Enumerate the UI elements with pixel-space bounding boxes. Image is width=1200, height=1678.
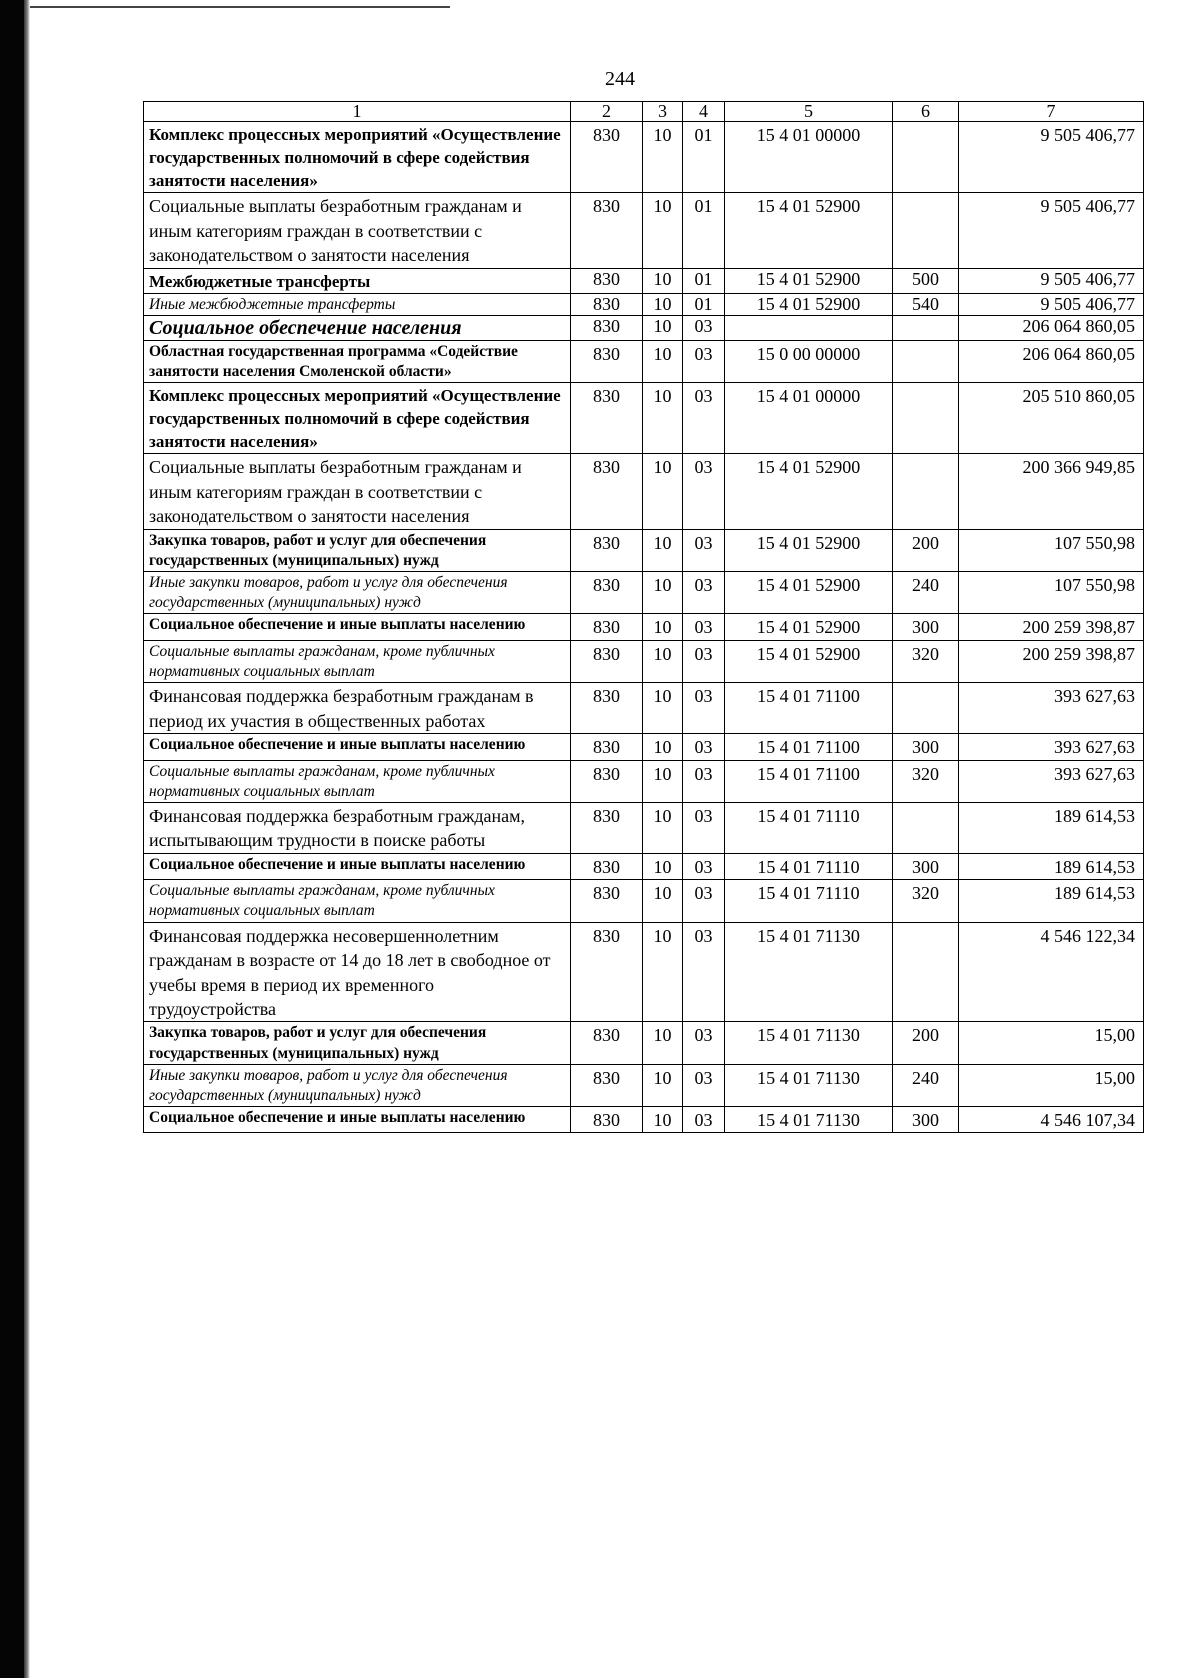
row-target-article: 15 4 01 71100 <box>725 760 893 802</box>
header-col-5: 5 <box>725 102 893 122</box>
row-section-code: 10 <box>643 383 683 454</box>
row-subsection-code: 03 <box>683 614 725 640</box>
row-ministry-code: 830 <box>571 683 643 734</box>
row-name: Закупка товаров, работ и услуг для обеспечения государственных (муниципальных) нужд <box>144 529 571 571</box>
header-col-4: 4 <box>683 102 725 122</box>
row-subsection-code: 03 <box>683 383 725 454</box>
row-amount: 15,00 <box>959 1022 1144 1064</box>
row-expense-type: 300 <box>893 1107 959 1133</box>
row-section-code: 10 <box>643 529 683 571</box>
row-target-article: 15 4 01 71110 <box>725 880 893 922</box>
row-name: Социальные выплаты гражданам, кроме публичных нормативных социальных выплат <box>144 760 571 802</box>
row-subsection-code: 03 <box>683 802 725 853</box>
row-target-article: 15 4 01 71130 <box>725 1022 893 1064</box>
row-name: Областная государственная программа «Содействие занятости населения Смоленской области» <box>144 340 571 382</box>
row-subsection-code: 03 <box>683 340 725 382</box>
row-ministry-code: 830 <box>571 193 643 268</box>
row-target-article: 15 4 01 71130 <box>725 1107 893 1133</box>
row-section-code: 10 <box>643 1064 683 1106</box>
row-section-code: 10 <box>643 315 683 340</box>
row-ministry-code: 830 <box>571 268 643 293</box>
row-amount: 107 550,98 <box>959 529 1144 571</box>
table-row <box>144 922 1144 1022</box>
row-amount: 200 259 398,87 <box>959 640 1144 682</box>
row-name: Социальное обеспечение населения <box>144 315 571 340</box>
row-expense-type: 200 <box>893 1022 959 1064</box>
row-section-code: 10 <box>643 268 683 293</box>
row-expense-type: 300 <box>893 853 959 879</box>
row-name: Финансовая поддержка безработным гражданам, испытывающим трудности в поиске работы <box>144 802 571 853</box>
budget-table <box>143 101 1144 1133</box>
row-section-code: 10 <box>643 121 683 192</box>
row-amount: 205 510 860,05 <box>959 383 1144 454</box>
row-target-article: 15 4 01 71100 <box>725 683 893 734</box>
table-header-row <box>144 102 1144 122</box>
row-ministry-code: 830 <box>571 1022 643 1064</box>
row-amount: 9 505 406,77 <box>959 193 1144 268</box>
table-row <box>144 268 1144 293</box>
row-amount: 200 259 398,87 <box>959 614 1144 640</box>
row-amount: 15,00 <box>959 1064 1144 1106</box>
row-name: Социальное обеспечение и иные выплаты населению <box>144 1107 571 1133</box>
row-target-article: 15 4 01 00000 <box>725 121 893 192</box>
table-row <box>144 734 1144 760</box>
row-ministry-code: 830 <box>571 1064 643 1106</box>
row-ministry-code: 830 <box>571 454 643 529</box>
row-name: Комплекс процессных мероприятий «Осуществление государственных полномочий в сфере содействия занятости населения» <box>144 383 571 454</box>
row-section-code: 10 <box>643 293 683 315</box>
row-subsection-code: 03 <box>683 1107 725 1133</box>
row-expense-type: 240 <box>893 572 959 614</box>
row-ministry-code: 830 <box>571 572 643 614</box>
row-name: Социальное обеспечение и иные выплаты населению <box>144 734 571 760</box>
row-amount: 4 546 107,34 <box>959 1107 1144 1133</box>
row-name: Межбюджетные трансферты <box>144 268 571 293</box>
row-name: Иные межбюджетные трансферты <box>144 293 571 315</box>
table-row <box>144 315 1144 340</box>
row-target-article: 15 4 01 71130 <box>725 922 893 1022</box>
row-expense-type <box>893 383 959 454</box>
row-subsection-code: 01 <box>683 193 725 268</box>
table-row <box>144 1064 1144 1106</box>
row-section-code: 10 <box>643 734 683 760</box>
row-expense-type <box>893 340 959 382</box>
row-expense-type: 240 <box>893 1064 959 1106</box>
row-expense-type <box>893 683 959 734</box>
table-row <box>144 640 1144 682</box>
row-section-code: 10 <box>643 340 683 382</box>
row-target-article: 15 4 01 52900 <box>725 268 893 293</box>
row-section-code: 10 <box>643 614 683 640</box>
row-ministry-code: 830 <box>571 802 643 853</box>
row-ministry-code: 830 <box>571 922 643 1022</box>
row-target-article: 15 4 01 71130 <box>725 1064 893 1106</box>
page-number: 244 <box>605 68 635 90</box>
row-amount: 206 064 860,05 <box>959 315 1144 340</box>
row-amount: 107 550,98 <box>959 572 1144 614</box>
row-amount: 189 614,53 <box>959 802 1144 853</box>
row-target-article: 15 4 01 52900 <box>725 640 893 682</box>
row-target-article: 15 4 01 71100 <box>725 734 893 760</box>
row-amount: 9 505 406,77 <box>959 293 1144 315</box>
row-section-code: 10 <box>643 760 683 802</box>
row-expense-type <box>893 922 959 1022</box>
row-expense-type: 320 <box>893 760 959 802</box>
row-section-code: 10 <box>643 880 683 922</box>
row-amount: 393 627,63 <box>959 683 1144 734</box>
table-row <box>144 121 1144 192</box>
row-ministry-code: 830 <box>571 640 643 682</box>
row-expense-type: 500 <box>893 268 959 293</box>
row-section-code: 10 <box>643 572 683 614</box>
row-expense-type <box>893 802 959 853</box>
row-section-code: 10 <box>643 853 683 879</box>
row-expense-type: 300 <box>893 614 959 640</box>
table-row <box>144 454 1144 529</box>
row-section-code: 10 <box>643 1107 683 1133</box>
row-expense-type: 540 <box>893 293 959 315</box>
row-expense-type: 320 <box>893 880 959 922</box>
table-row <box>144 683 1144 734</box>
table-row <box>144 853 1144 879</box>
row-subsection-code: 03 <box>683 853 725 879</box>
row-amount: 393 627,63 <box>959 760 1144 802</box>
header-col-1: 1 <box>144 102 571 122</box>
table-row <box>144 340 1144 382</box>
row-name: Социальные выплаты безработным гражданам и иным категориям граждан в соответствии с законодательством о занятости населения <box>144 193 571 268</box>
row-subsection-code: 03 <box>683 922 725 1022</box>
row-amount: 9 505 406,77 <box>959 268 1144 293</box>
scan-top-edge <box>30 6 450 8</box>
row-ministry-code: 830 <box>571 293 643 315</box>
row-name: Финансовая поддержка безработным гражданам в период их участия в общественных работах <box>144 683 571 734</box>
row-amount: 9 505 406,77 <box>959 121 1144 192</box>
row-section-code: 10 <box>643 922 683 1022</box>
row-subsection-code: 03 <box>683 734 725 760</box>
row-ministry-code: 830 <box>571 1107 643 1133</box>
table-row <box>144 293 1144 315</box>
row-name: Социальные выплаты безработным гражданам и иным категориям граждан в соответствии с законодательством о занятости населения <box>144 454 571 529</box>
row-expense-type <box>893 315 959 340</box>
row-ministry-code: 830 <box>571 121 643 192</box>
row-subsection-code: 03 <box>683 454 725 529</box>
row-target-article: 15 4 01 52900 <box>725 572 893 614</box>
table-row <box>144 383 1144 454</box>
row-ministry-code: 830 <box>571 880 643 922</box>
row-section-code: 10 <box>643 193 683 268</box>
row-section-code: 10 <box>643 454 683 529</box>
row-subsection-code: 03 <box>683 760 725 802</box>
table-row <box>144 529 1144 571</box>
row-section-code: 10 <box>643 683 683 734</box>
row-target-article: 15 4 01 52900 <box>725 614 893 640</box>
row-ministry-code: 830 <box>571 760 643 802</box>
header-col-3: 3 <box>643 102 683 122</box>
table-row <box>144 572 1144 614</box>
row-name: Закупка товаров, работ и услуг для обеспечения государственных (муниципальных) нужд <box>144 1022 571 1064</box>
row-target-article: 15 4 01 71110 <box>725 802 893 853</box>
row-expense-type <box>893 454 959 529</box>
row-amount: 4 546 122,34 <box>959 922 1144 1022</box>
row-amount: 393 627,63 <box>959 734 1144 760</box>
row-subsection-code: 03 <box>683 640 725 682</box>
row-name: Иные закупки товаров, работ и услуг для обеспечения государственных (муниципальных) нужд <box>144 572 571 614</box>
table-row <box>144 614 1144 640</box>
row-target-article: 15 4 01 52900 <box>725 293 893 315</box>
row-target-article <box>725 315 893 340</box>
row-subsection-code: 03 <box>683 683 725 734</box>
row-amount: 206 064 860,05 <box>959 340 1144 382</box>
row-expense-type <box>893 121 959 192</box>
header-col-7: 7 <box>959 102 1144 122</box>
scan-left-edge <box>0 0 24 1678</box>
row-ministry-code: 830 <box>571 340 643 382</box>
row-section-code: 10 <box>643 1022 683 1064</box>
row-expense-type: 320 <box>893 640 959 682</box>
row-expense-type <box>893 193 959 268</box>
row-ministry-code: 830 <box>571 734 643 760</box>
row-name: Социальные выплаты гражданам, кроме публичных нормативных социальных выплат <box>144 880 571 922</box>
row-subsection-code: 03 <box>683 315 725 340</box>
table-row <box>144 880 1144 922</box>
row-ministry-code: 830 <box>571 853 643 879</box>
row-target-article: 15 4 01 52900 <box>725 193 893 268</box>
row-expense-type: 200 <box>893 529 959 571</box>
table-row <box>144 193 1144 268</box>
row-name: Иные закупки товаров, работ и услуг для обеспечения государственных (муниципальных) нужд <box>144 1064 571 1106</box>
table-row <box>144 1107 1144 1133</box>
row-section-code: 10 <box>643 640 683 682</box>
row-ministry-code: 830 <box>571 315 643 340</box>
row-target-article: 15 4 01 00000 <box>725 383 893 454</box>
row-target-article: 15 0 00 00000 <box>725 340 893 382</box>
row-subsection-code: 03 <box>683 1022 725 1064</box>
row-subsection-code: 01 <box>683 121 725 192</box>
row-name: Комплекс процессных мероприятий «Осуществление государственных полномочий в сфере содействия занятости населения» <box>144 121 571 192</box>
row-subsection-code: 03 <box>683 572 725 614</box>
row-amount: 189 614,53 <box>959 853 1144 879</box>
row-name: Социальное обеспечение и иные выплаты населению <box>144 614 571 640</box>
row-subsection-code: 03 <box>683 529 725 571</box>
row-name: Социальное обеспечение и иные выплаты населению <box>144 853 571 879</box>
row-amount: 189 614,53 <box>959 880 1144 922</box>
table-row <box>144 760 1144 802</box>
row-subsection-code: 01 <box>683 268 725 293</box>
row-subsection-code: 01 <box>683 293 725 315</box>
row-subsection-code: 03 <box>683 880 725 922</box>
row-target-article: 15 4 01 52900 <box>725 529 893 571</box>
row-ministry-code: 830 <box>571 614 643 640</box>
row-name: Социальные выплаты гражданам, кроме публичных нормативных социальных выплат <box>144 640 571 682</box>
table-row <box>144 802 1144 853</box>
table-row <box>144 1022 1144 1064</box>
row-subsection-code: 03 <box>683 1064 725 1106</box>
row-expense-type: 300 <box>893 734 959 760</box>
row-section-code: 10 <box>643 802 683 853</box>
row-ministry-code: 830 <box>571 383 643 454</box>
row-target-article: 15 4 01 52900 <box>725 454 893 529</box>
row-amount: 200 366 949,85 <box>959 454 1144 529</box>
header-col-6: 6 <box>893 102 959 122</box>
row-target-article: 15 4 01 71110 <box>725 853 893 879</box>
row-ministry-code: 830 <box>571 529 643 571</box>
header-col-2: 2 <box>571 102 643 122</box>
scan-left-edge-shadow <box>24 0 30 1678</box>
row-name: Финансовая поддержка несовершеннолетним гражданам в возрасте от 14 до 18 лет в свободное от учебы время в период их временного трудоустройства <box>144 922 571 1022</box>
